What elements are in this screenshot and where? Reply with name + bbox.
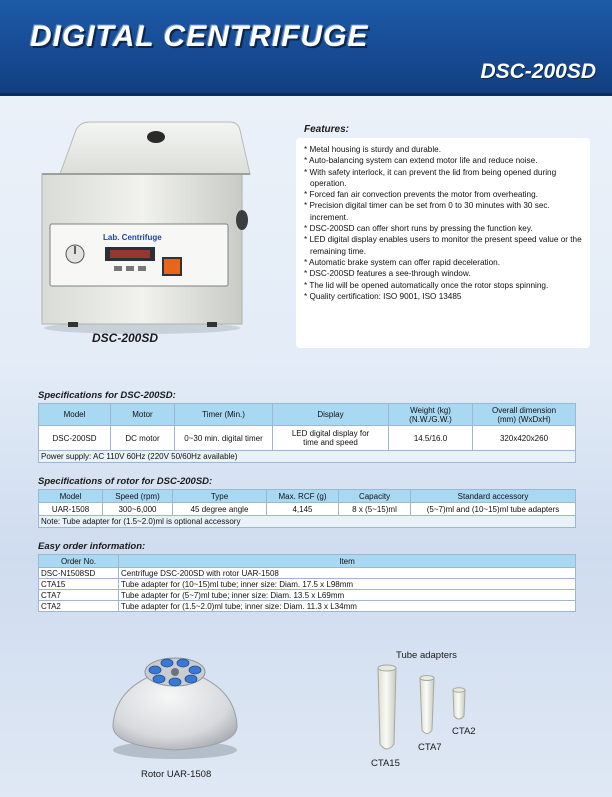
table-cell: (5~7)ml and (10~15)ml tube adapters (411, 503, 576, 516)
column-header: Weight (kg) (N.W./G.W.) (389, 404, 473, 426)
table-cell: LED digital display for time and speed (273, 426, 389, 451)
spec-rotor-title: Specifications of rotor for DSC-200SD: (38, 476, 213, 487)
table-cell: Centrifuge DSC-200SD with rotor UAR-1508 (119, 568, 576, 579)
table-cell: Tube adapter for (1.5~2.0)ml tube; inner size: Diam. 11.3 x L34mm (119, 601, 576, 612)
table-cell: DSC-200SD (39, 426, 111, 451)
feature-item: * Auto-balancing system can extend motor life and reduce noise. (304, 156, 538, 166)
table-cell: DC motor (111, 426, 175, 451)
column-header: Order No. (39, 555, 119, 568)
column-header: Capacity (339, 490, 411, 503)
table-note: Power supply: AC 110V 60Hz (220V 50/60Hz available) (39, 451, 576, 463)
table-note-row (39, 451, 576, 463)
table-row (39, 590, 576, 601)
column-header: Model (39, 404, 111, 426)
table-cell: CTA15 (39, 579, 119, 590)
power-switch-icon (163, 258, 181, 275)
feature-item: * Metal housing is sturdy and durable. (304, 145, 441, 154)
svg-text:Lab. Centrifuge: Lab. Centrifuge (103, 233, 162, 242)
feature-item: * The lid will be opened automatically once the rotor stops spinning. (304, 280, 549, 290)
centrifuge-illustration (30, 112, 254, 338)
column-header: Motor (111, 404, 175, 426)
table-cell: UAR-1508 (39, 503, 103, 516)
table-header-row (39, 490, 576, 503)
column-header: Type (173, 490, 267, 503)
table-row (39, 426, 576, 451)
model-title: DSC-200SD (480, 60, 596, 83)
table-row (39, 503, 576, 516)
features-title: Features: (304, 124, 350, 135)
feature-item: * LED digital display enables users to monitor the present speed value or the remaining time. (304, 235, 582, 256)
table-cell: 45 degree angle (173, 503, 267, 516)
tube-label-cta7: CTA7 (418, 742, 442, 753)
table-note: Note: Tube adapter for (1.5~2.0)ml is optional accessory (39, 516, 576, 528)
column-header: Overall dimension (mm) (WxDxH) (473, 404, 576, 426)
spec-main-table (38, 403, 576, 463)
feature-item: * Precision digital timer can be set from 0 to 30 minutes with 30 sec. increment. (304, 201, 550, 222)
feature-item: * Forced fan air convection prevents the motor from overheating. (304, 190, 538, 200)
table-row (39, 601, 576, 612)
feature-item: * Quality certification: ISO 9001, ISO 13485 (304, 291, 462, 301)
table-cell: 0~30 min. digital timer (175, 426, 273, 451)
column-header: Speed (rpm) (103, 490, 173, 503)
table-header-row (39, 555, 576, 568)
table-cell: 300~6,000 (103, 503, 173, 516)
feature-item: * DSC-200SD features a see-through window. (304, 269, 471, 279)
column-header: Model (39, 490, 103, 503)
spec-rotor-table (38, 489, 576, 528)
order-table (38, 554, 576, 612)
column-header: Display (273, 404, 389, 426)
lid-hole-icon (147, 131, 165, 143)
tube-label-cta2: CTA2 (452, 726, 476, 737)
page-title: DIGITAL CENTRIFUGE (30, 20, 369, 53)
table-row (39, 568, 576, 579)
column-header: Max. RCF (g) (267, 490, 339, 503)
order-title: Easy order information: (38, 541, 146, 552)
features-section (296, 118, 590, 344)
table-note-row (39, 516, 576, 528)
column-header: Item (119, 555, 576, 568)
spec-main-title: Specifications for DSC-200SD: (38, 390, 176, 401)
rotor-illustration (105, 642, 245, 760)
tube-label-cta15: CTA15 (371, 758, 400, 769)
column-header: Timer (Min.) (175, 404, 273, 426)
header-banner (0, 0, 612, 96)
feature-item: * With safety interlock, it can prevent the lid from being opened during operation. (304, 167, 557, 188)
table-row (39, 579, 576, 590)
table-cell: 8 x (5~15)ml (339, 503, 411, 516)
product-caption: DSC-200SD (92, 331, 159, 345)
feature-item: * Automatic brake system can offer rapid deceleration. (304, 257, 500, 267)
table-cell: 320x420x260 (473, 426, 576, 451)
table-cell: Tube adapter for (5~7)ml tube; inner size: Diam. 13.5 x L69mm (119, 590, 576, 601)
column-header: Standard accessory (411, 490, 576, 503)
features-list (296, 138, 590, 348)
table-cell: 4,145 (267, 503, 339, 516)
feature-item: * DSC-200SD can offer short runs by pressing the function key. (304, 224, 533, 234)
rotor-caption: Rotor UAR-1508 (141, 769, 212, 780)
table-header-row (39, 404, 576, 426)
table-cell: 14.5/16.0 (389, 426, 473, 451)
table-cell: CTA7 (39, 590, 119, 601)
table-cell: DSC-N1508SD (39, 568, 119, 579)
table-cell: Tube adapter for (10~15)ml tube; inner size: Diam. 17.5 x L98mm (119, 579, 576, 590)
tube-adapters-title: Tube adapters (396, 650, 457, 661)
table-cell: CTA2 (39, 601, 119, 612)
